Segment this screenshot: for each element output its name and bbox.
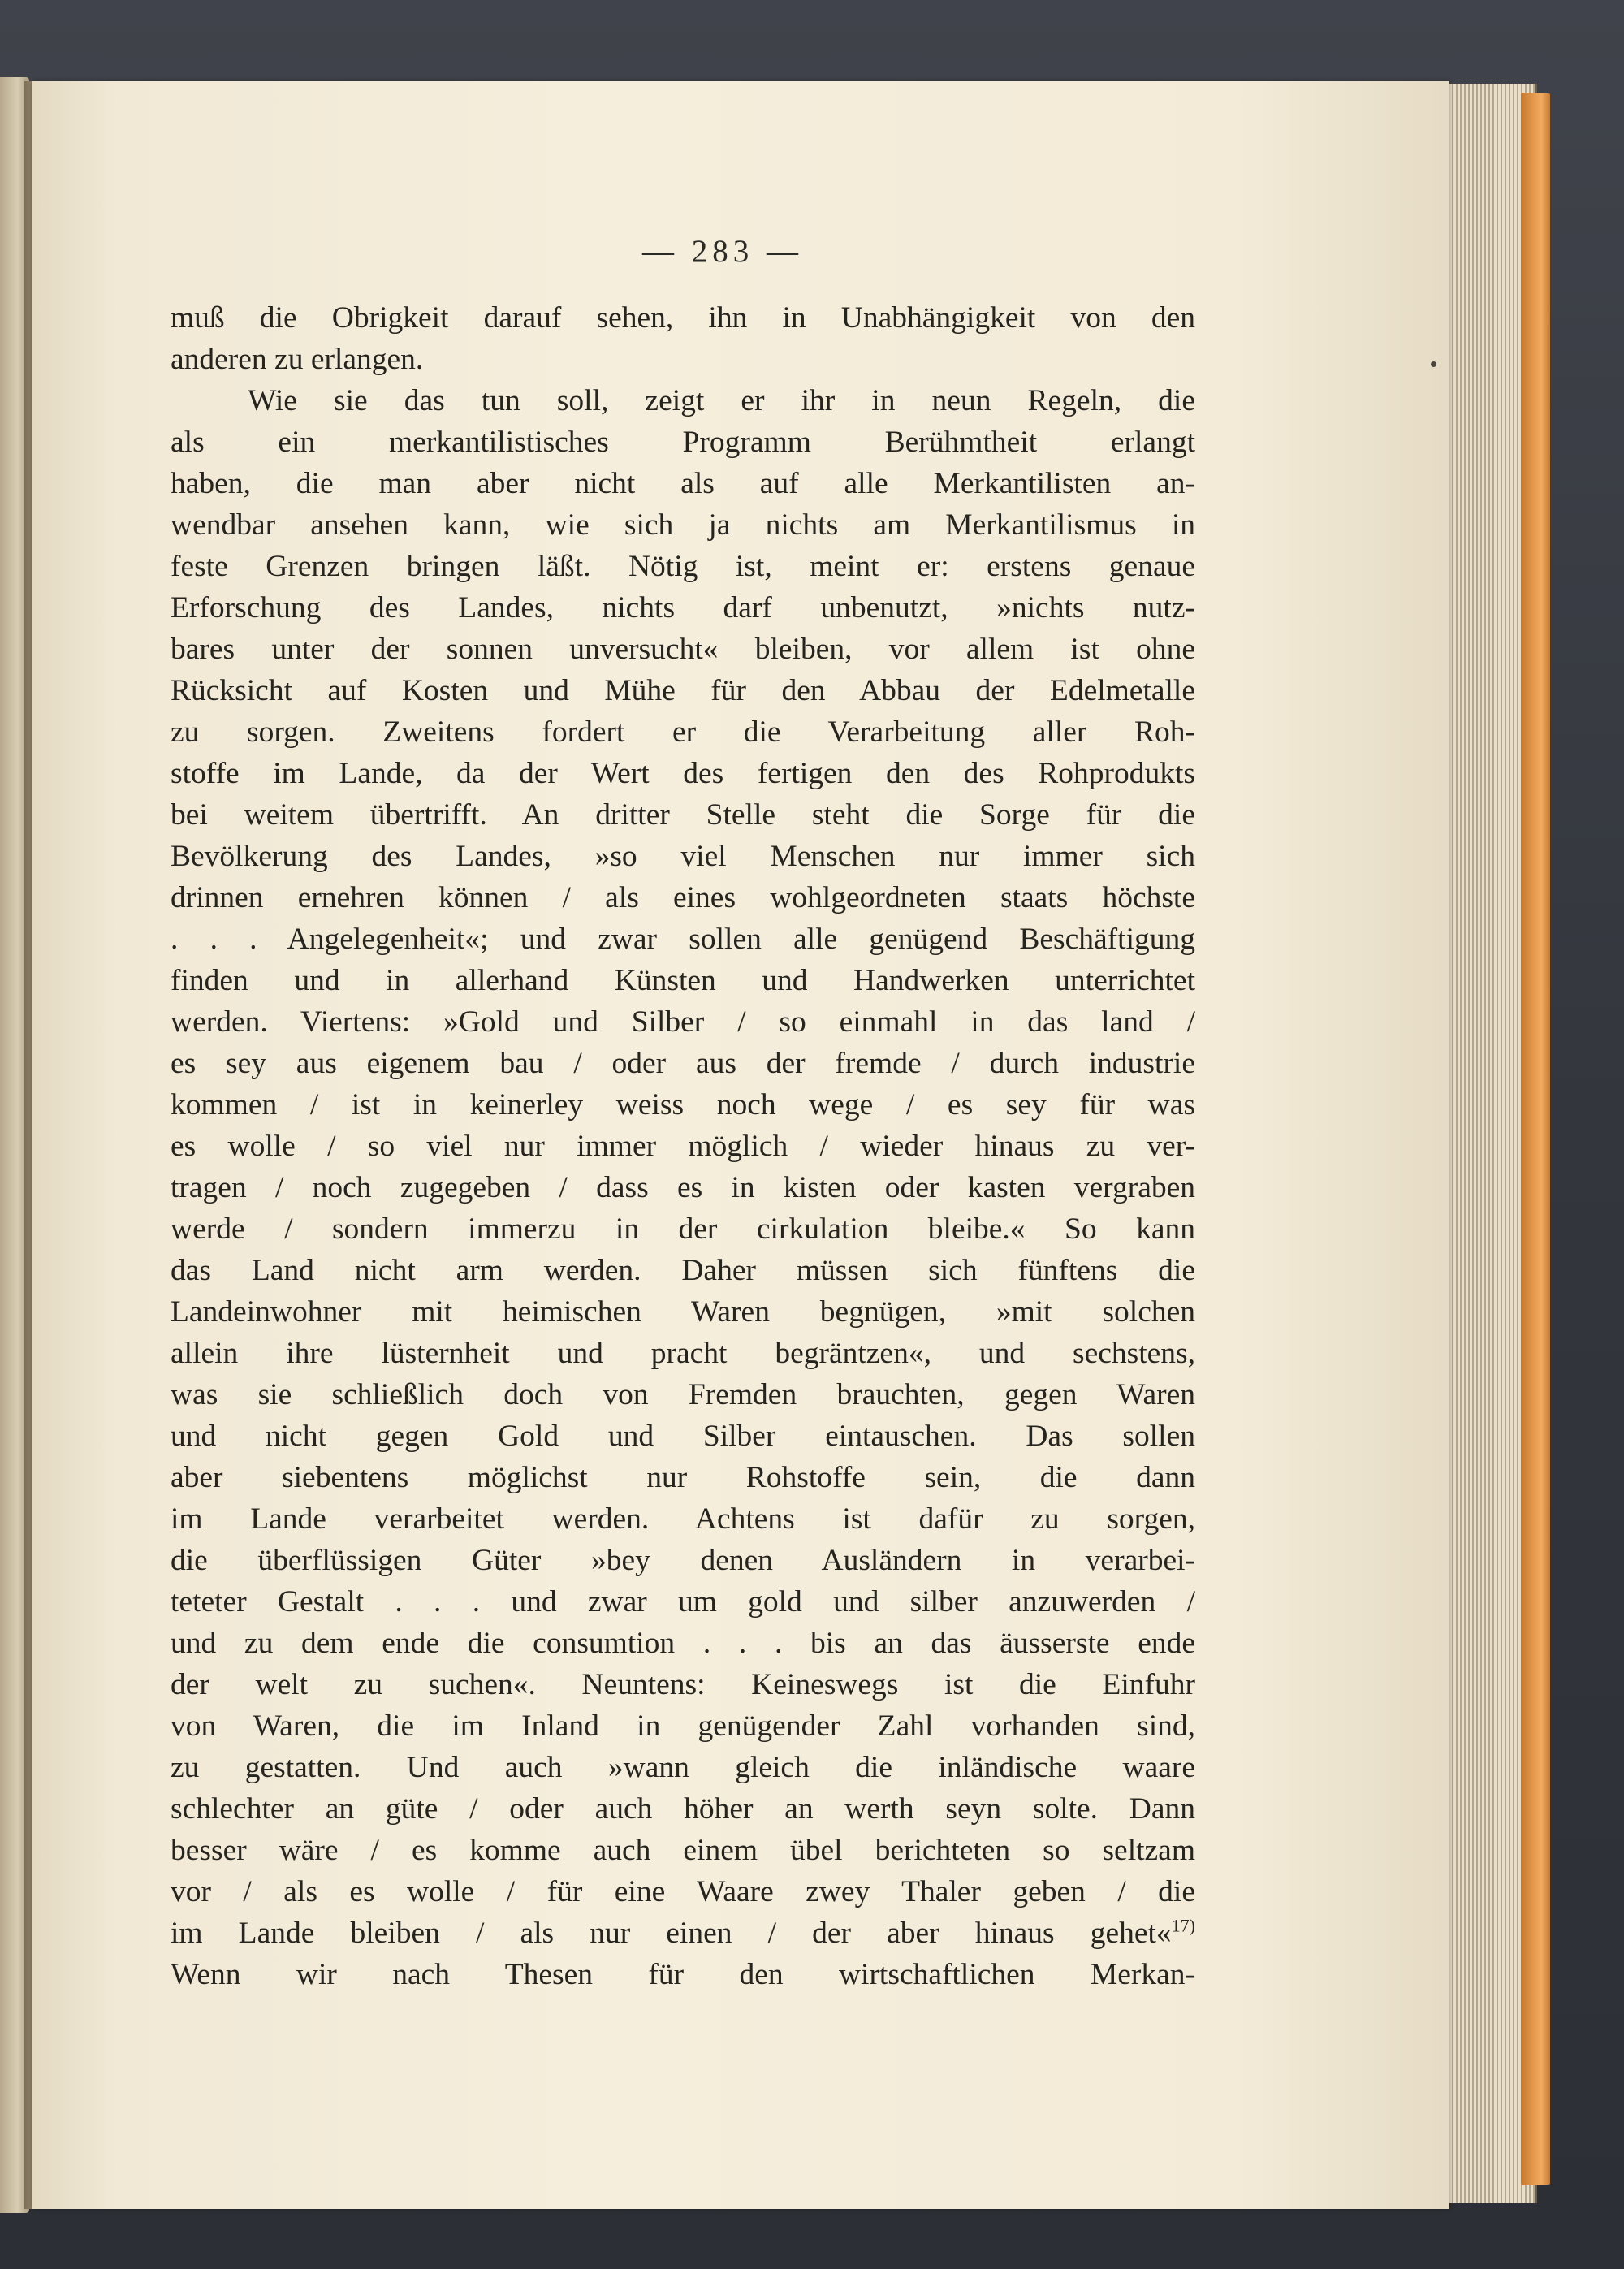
text-line: bares unter der sonnen unversucht« bleiben, vor allem ist ohne (171, 633, 1195, 666)
text-line: finden und in allerhand Künsten und Handwerken unterrichtet (171, 964, 1195, 997)
footnote-reference: 17) (1171, 1915, 1195, 1936)
text-line: kommen / ist in keinerley weiss noch wege / es sey für was (171, 1088, 1195, 1122)
text-line: Rücksicht auf Kosten und Mühe für den Abbau der Edelmetalle (171, 674, 1195, 707)
text-line: werden. Viertens: »Gold und Silber / so einmahl in das land / (171, 1005, 1195, 1039)
text-line: allein ihre lüsternheit und pracht begräntzen«, und sechstens, (171, 1337, 1195, 1370)
text-line: anderen zu erlangen. (171, 343, 424, 376)
text-line: Wie sie das tun soll, zeigt er ihr in neun Regeln, die (248, 384, 1195, 417)
text-line: bei weitem übertrifft. An dritter Stelle steht die Sorge für die (171, 798, 1195, 832)
text-line: als ein merkantilistisches Programm Berühmtheit erlangt (171, 426, 1195, 459)
book-cover-edge (1521, 93, 1550, 2185)
text-line: aber siebentens möglichst nur Rohstoffe sein, die dann (171, 1461, 1195, 1494)
text-line: was sie schließlich doch von Fremden brauchten, gegen Waren (171, 1378, 1195, 1411)
text-line: Bevölkerung des Landes, »so viel Menschen nur immer sich (171, 840, 1195, 873)
text-line: es sey aus eigenem bau / oder aus der fremde / durch industrie (171, 1047, 1195, 1080)
text-line: es wolle / so viel nur immer möglich / wieder hinaus zu ver- (171, 1130, 1195, 1163)
text-line: haben, die man aber nicht als auf alle Merkantilisten an- (171, 467, 1195, 500)
text-line: . . . Angelegenheit«; und zwar sollen alle genügend Beschäftigung (171, 923, 1195, 956)
page-number: — 283 — (642, 234, 803, 269)
text-line: von Waren, die im Inland in genügender Zahl vorhanden sind, (171, 1709, 1195, 1743)
text-line: die überflüssigen Güter »bey denen Ausländern in verarbei- (171, 1544, 1195, 1577)
text-line: das Land nicht arm werden. Daher müssen sich fünftens die (171, 1254, 1195, 1287)
text-line: Wenn wir nach Thesen für den wirtschaftlichen Merkan- (171, 1958, 1195, 1991)
text-line: Erforschung des Landes, nichts darf unbenutzt, »nichts nutz- (171, 591, 1195, 625)
text-line: vor / als es wolle / für eine Waare zwey Thaler geben / die (171, 1875, 1195, 1908)
text-line: feste Grenzen bringen läßt. Nötig ist, meint er: erstens genaue (171, 550, 1195, 583)
text-line: drinnen ernehren können / als eines wohlgeordneten staats höchste (171, 881, 1195, 914)
text-line-with-footnote (171, 1912, 1195, 1954)
text-line: und zu dem ende die consumtion . . . bis an das äusserste ende (171, 1627, 1195, 1660)
text-line: tragen / noch zugegeben / dass es in kisten oder kasten vergraben (171, 1171, 1195, 1204)
text-line: wendbar ansehen kann, wie sich ja nichts am Merkantilismus in (171, 508, 1195, 542)
body-text (171, 297, 1195, 1995)
text-line-content: im Lande bleiben / als nur einen / der aber hinaus gehet« (171, 1917, 1172, 1950)
text-line: schlechter an güte / oder auch höher an werth seyn solte. Dann (171, 1792, 1195, 1826)
text-line: muß die Obrigkeit darauf sehen, ihn in Unabhängigkeit von den (171, 301, 1195, 335)
text-line: stoffe im Lande, da der Wert des fertigen den des Rohprodukts (171, 757, 1195, 790)
text-line: teteter Gestalt . . . und zwar um gold und silber anzuwerden / (171, 1585, 1195, 1619)
text-line: Landeinwohner mit heimischen Waren begnügen, »mit solchen (171, 1295, 1195, 1329)
text-line: der welt zu suchen«. Neuntens: Keineswegs ist die Einfuhr (171, 1668, 1195, 1701)
text-line: und nicht gegen Gold und Silber eintauschen. Das sollen (171, 1420, 1195, 1453)
text-line: besser wäre / es komme auch einem übel berichteten so seltzam (171, 1834, 1195, 1867)
text-line: im Lande verarbeitet werden. Achtens ist dafür zu sorgen, (171, 1502, 1195, 1536)
paper-speck (1431, 361, 1436, 367)
text-line: zu gestatten. Und auch »wann gleich die inländische waare (171, 1751, 1195, 1784)
text-line: zu sorgen. Zweitens fordert er die Verarbeitung aller Roh- (171, 715, 1195, 749)
text-line: werde / sondern immerzu in der cirkulation bleibe.« So kann (171, 1212, 1195, 1246)
